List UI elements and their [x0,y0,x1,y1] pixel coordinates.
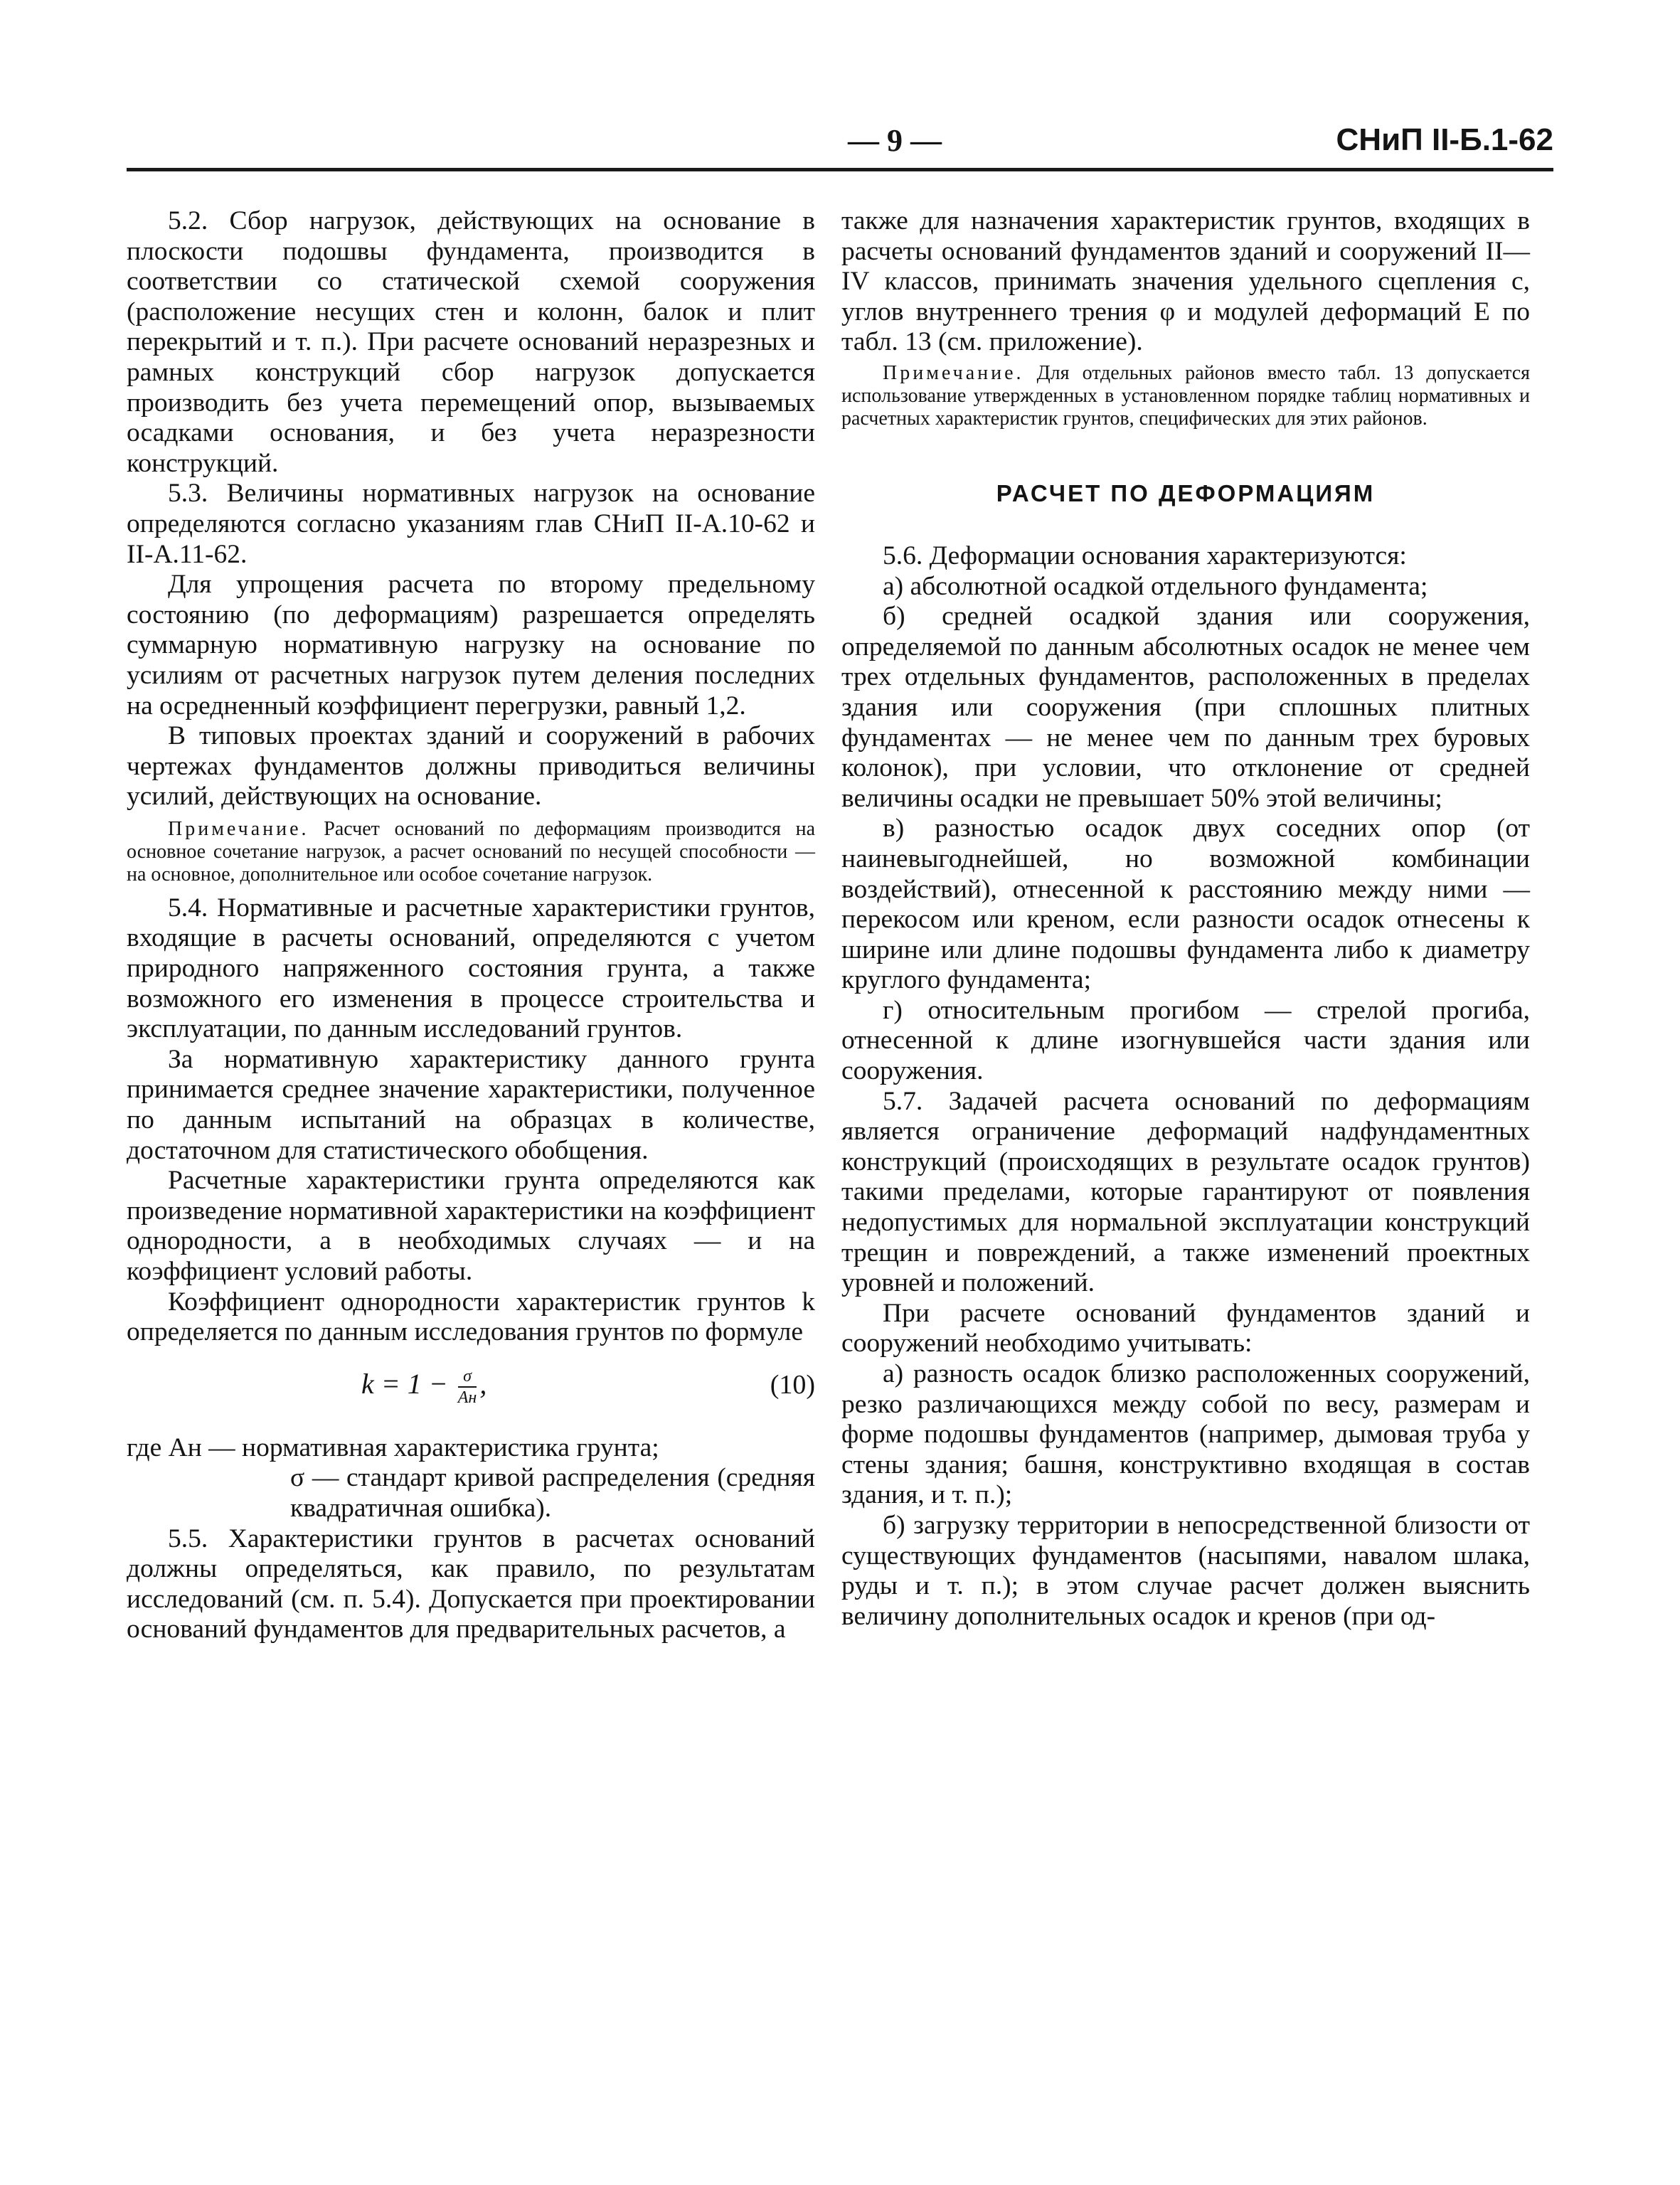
note-right-text: Для отдельных районов вместо табл. 13 допускается использование утвержденных в установленном порядке таблиц нормативных и расчетных характеристик грунтов, специфических для этих районов. [841,361,1530,430]
item-5-6-g: г) относительным прогибом — стрелой прогиба, отнесенной к длине изогнувшейся части здания или сооружения. [841,995,1530,1086]
note-right-label: Примечание. [883,361,1024,384]
left-column [127,206,815,1645]
paragraph-design: Расчетные характеристики грунта определяются как произведение нормативной характеристики на коэффициент однородности, а в необходимых случаях — и на коэффициент условий работы. [127,1166,815,1286]
formula-fraction [458,1366,477,1408]
item-consider-a: а) разность осадок близко расположенных сооружений, резко различающихся между собой по весу, размерам и форме подошвы фундаментов (например, дымовая труба у стены здания; башня, конструктивно входящая в состав здания, и т. п.); [841,1359,1530,1510]
paragraph-5-5: 5.5. Характеристики грунтов в расчетах оснований должны определяться, как правило, по результатам исследований (см. п. 5.4). Допускается при проектировании оснований фундаментов для предварительных расчетов, а [127,1524,815,1644]
item-consider-b: б) загрузку территории в непосредственной близости от существующих фундаментов (насыпями, навалом шлака, руды и т. п.); в этом случае расчет должен выяснить величину дополнительных осадок и кренов (при од- [841,1510,1530,1631]
where-definition-2: σ — стандарт кривой распределения (средняя квадратичная ошибка). [290,1463,815,1523]
formula-numerator: σ [458,1366,477,1388]
note-left-label: Примечание. [168,817,309,840]
page-header [127,122,1553,165]
paragraph-5-5-continued: также для назначения характеристик грунтов, входящих в расчеты оснований фундаментов зданий и сооружений II—IV классов, принимать значения удельного сцепления с, углов внутреннего трения φ и модулей деформаций E по табл. 13 (см. приложение). [841,206,1530,357]
paragraph-5-7: 5.7. Задачей расчета оснований по деформациям является ограничение деформаций надфундаментных конструкций (происходящих в результате осадок грунтов) такими пределами, которые гарантируют от появления недопустимых для нормальной эксплуатации конструкций трещин и повреждений, а также изменений проектных уровней и положений. [841,1086,1530,1298]
section-heading: РАСЧЕТ ПО ДЕФОРМАЦИЯМ [996,479,1376,506]
paragraph-5-2: 5.2. Сбор нагрузок, действующих на основание в плоскости подошвы фундамента, производится в соответствии со статической схемой сооружения (расположение несущих стен и колонн, балок и плит перекрытий и т. п.). При расчете оснований неразрезных и рамных конструкций сбор нагрузок допускается производить без учета перемещений опор, вызываемых осадками основания, и без учета неразрезности конструкций. [127,206,815,478]
paragraph-5-4: 5.4. Нормативные и расчетные характеристики грунтов, входящие в расчеты оснований, определяются с учетом природного напряженного состояния грунта, а также возможного его изменения в процессе строительства и эксплуатации, по данным исследований грунтов. [127,893,815,1044]
page-number: — 9 — [848,123,942,158]
document-code: СНиП II-Б.1-62 [1336,122,1553,157]
paragraph-simplification: Для упрощения расчета по второму предельному состоянию (по деформациям) разрешается определять суммарную нормативную нагрузку на основание по усилиям от расчетных нагрузок путем деления последних на осредненный коэффициент перегрузки, равный 1,2. [127,570,815,721]
paragraph-coefficient: Коэффициент однородности характеристик грунтов k определяется по данным исследования грунтов по формуле [127,1287,815,1347]
formula-number: (10) [770,1369,815,1400]
paragraph-typical-projects: В типовых проектах зданий и сооружений в рабочих чертежах фундаментов должны приводиться величины усилий, действующих на основание. [127,721,815,812]
item-5-6-a: а) абсолютной осадкой отдельного фундамента; [883,571,1428,601]
note-right [841,362,1530,430]
paragraph-5-3: 5.3. Величины нормативных нагрузок на основание определяются согласно указаниям глав СНиП II-А.10-62 и II-А.11-62. [127,479,815,569]
formula-denominator: Aн [457,1388,477,1407]
paragraph-must-consider: При расчете оснований фундаментов зданий и сооружений необходимо учитывать: [841,1298,1530,1359]
formula-lhs: k = 1 − [361,1367,448,1400]
note-left-text: Расчет оснований по деформациям производится на основное сочетание нагрузок, а расчет оснований по несущей способности — на основное, дополнительное или особое сочетание нагрузок. [127,817,815,886]
formula-tail: , [479,1367,487,1400]
paragraph-5-6: 5.6. Деформации основания характеризуются: [883,541,1407,570]
paragraph-normative: За нормативную характеристику данного грунта принимается среднее значение характеристики, полученное по данным испытаний на образцах в количестве, достаточном для статистического обобщения. [127,1044,815,1165]
where-definition-1: где Aн — нормативная характеристика грунта; [127,1432,659,1462]
header-rule [127,168,1553,171]
formula-expression [361,1366,487,1408]
item-5-6-b: б) средней осадкой здания или сооружения, определяемой по данным абсолютных осадок не менее чем трех отдельных фундаментов, расположенных в пределах здания или сооружения (при сплошных плитных фундаментах — не менее чем по данным трех буровых колонок), при условии, что отклонение от средней величины осадки не превышает 50% этой величины; [841,602,1530,813]
item-5-6-v: в) разностью осадок двух соседних опор (от наиневыгоднейшей, но возможной комбинации воздействий), отнесенной к расстоянию между ними — перекосом или креном, если разности осадок отнесены к ширине или длине подошвы фундамента либо к диаметру круглого фундамента; [841,814,1530,995]
note-left [127,818,815,886]
right-column [841,206,1530,1632]
formula-10 [127,1356,815,1420]
